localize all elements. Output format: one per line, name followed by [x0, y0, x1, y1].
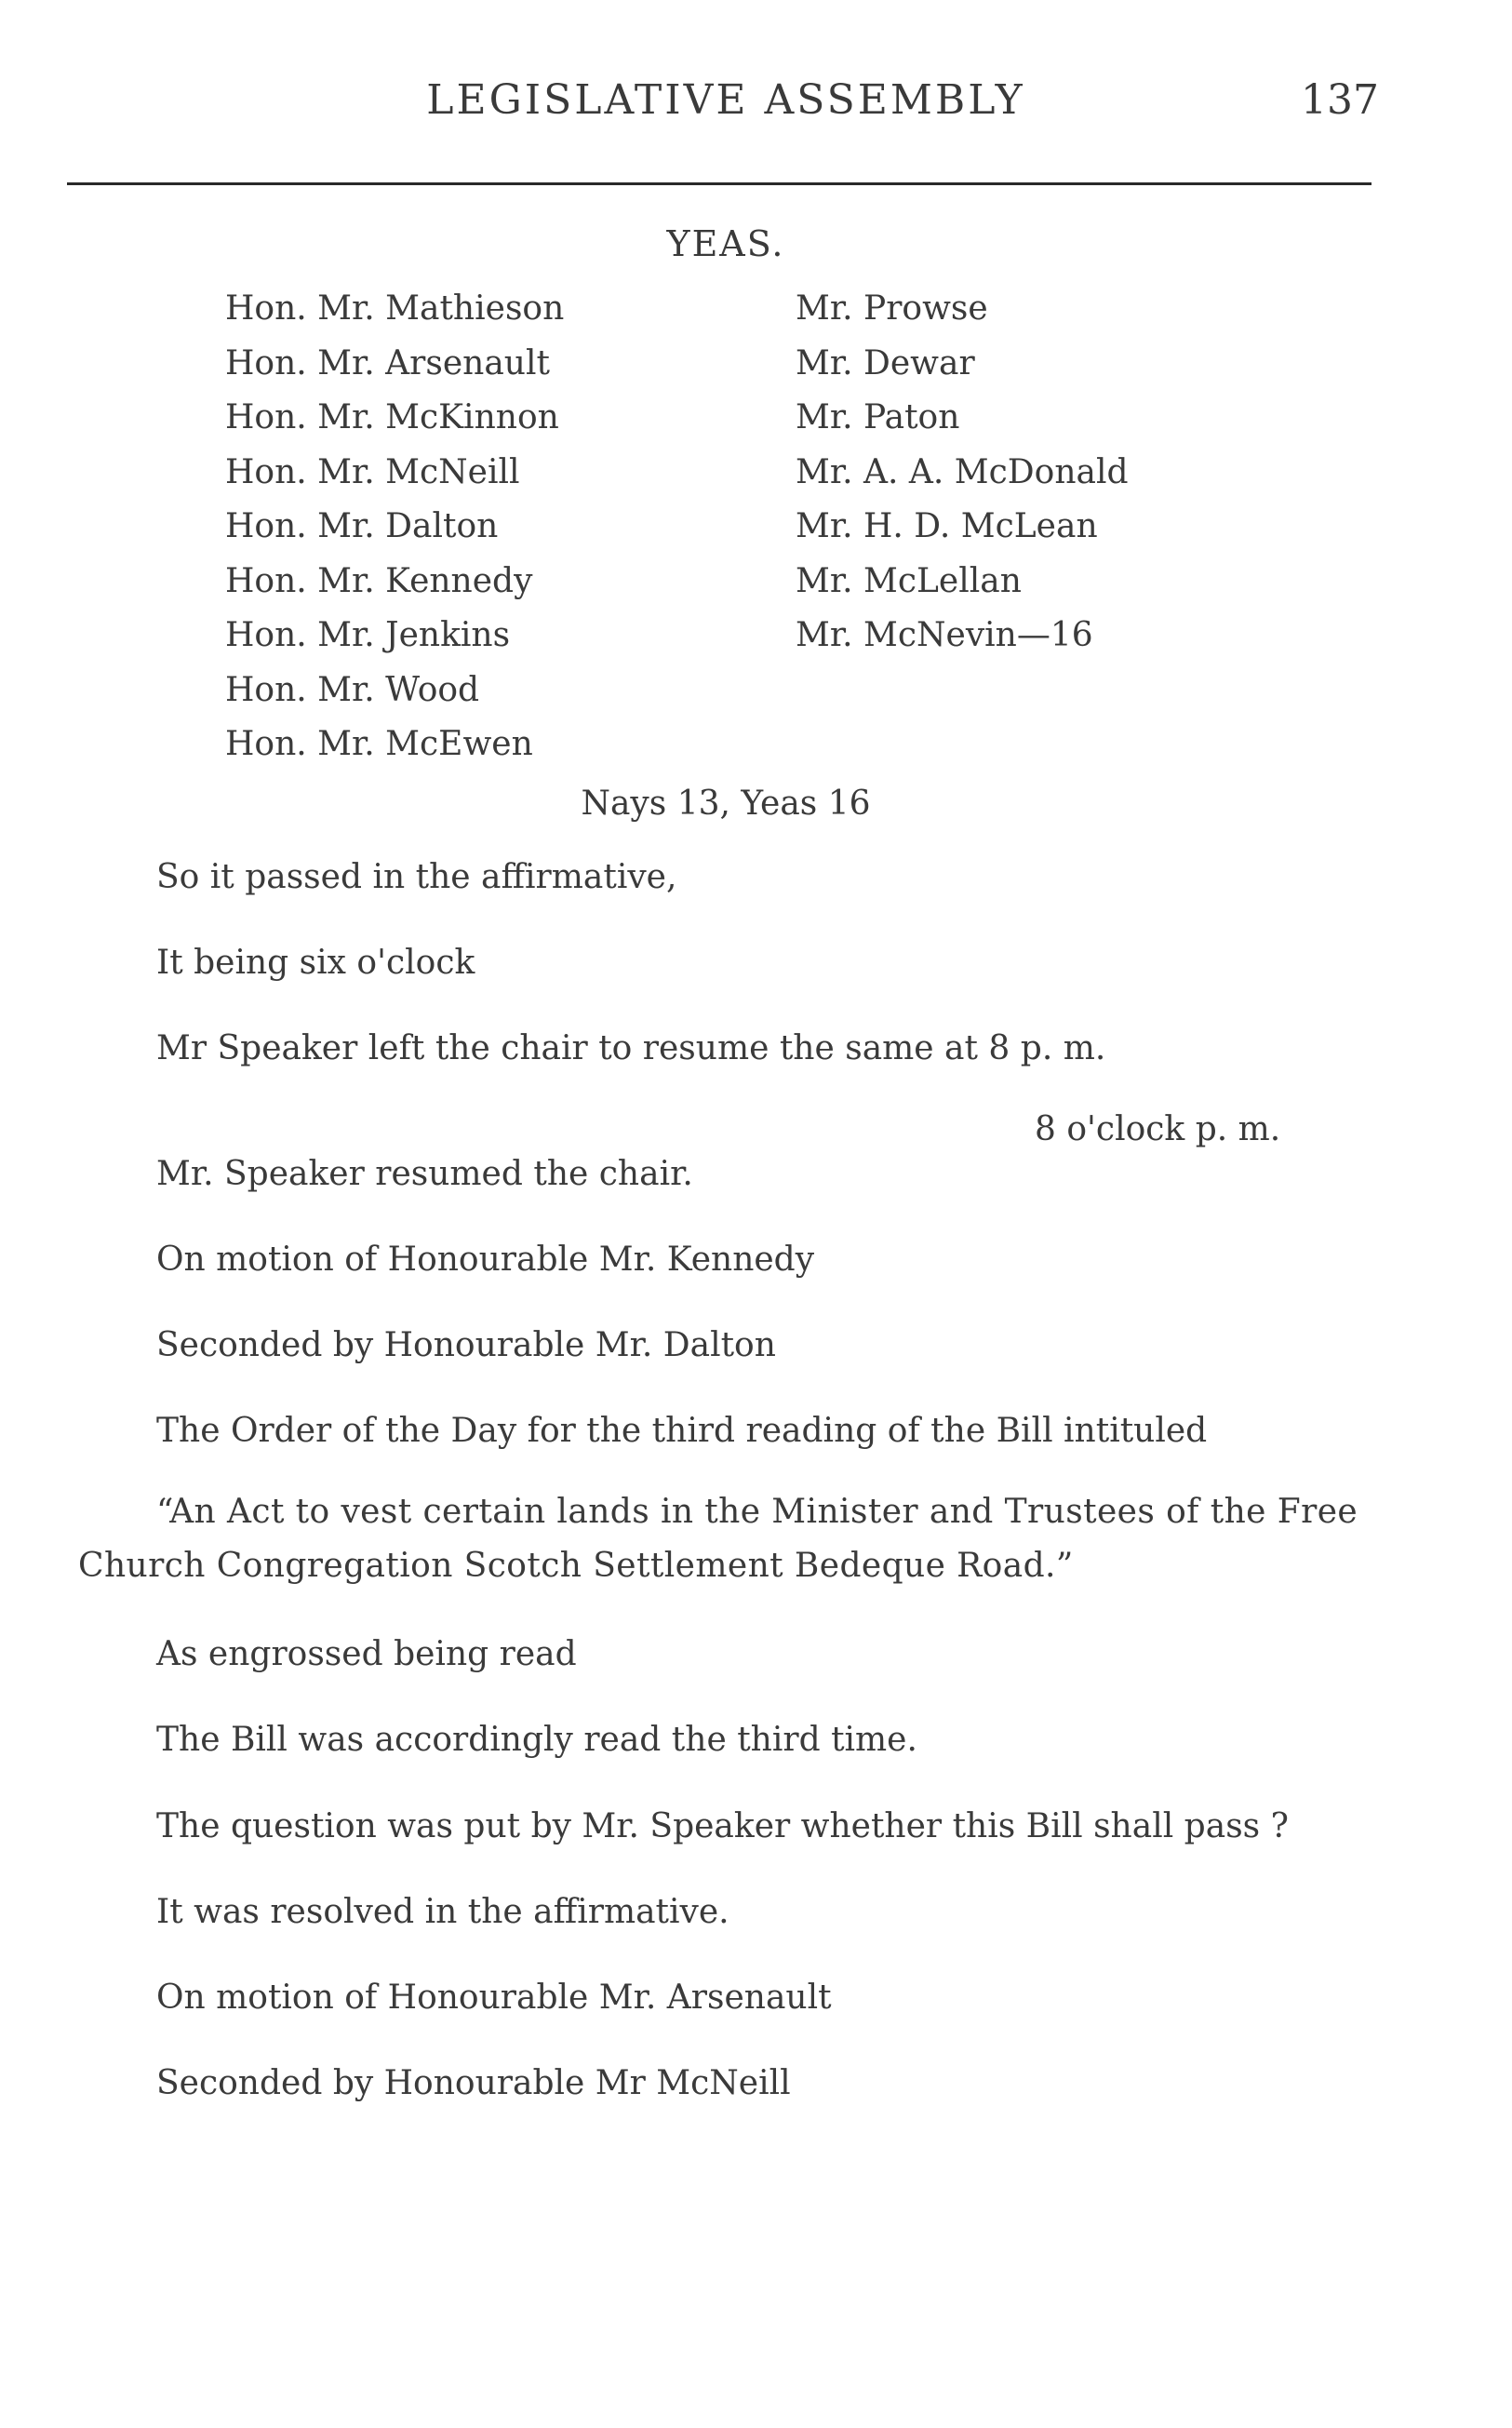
paragraph: So it passed in the affirmative,: [156, 858, 677, 896]
member-name: Mr. McLellan: [796, 561, 1022, 600]
yeas-heading: YEAS.: [666, 223, 785, 264]
bill-title-line: “An Act to vest certain lands in the Minister and Trustees of the Free: [156, 1493, 1358, 1531]
member-name: Mr. A. A. McDonald: [796, 452, 1129, 491]
member-name: Hon. Mr. Dalton: [225, 507, 499, 545]
paragraph: It being six o'clock: [156, 944, 475, 982]
paragraph: Mr. Speaker resumed the chair.: [156, 1155, 693, 1193]
paragraph: Mr Speaker left the chair to resume the same at 8 p. m.: [156, 1029, 1106, 1067]
paragraph: Seconded by Honourable Mr. Dalton: [156, 1326, 776, 1364]
member-name: Mr. Paton: [796, 398, 960, 436]
page-number: 137: [1301, 76, 1379, 124]
paragraph: On motion of Honourable Mr. Arsenault: [156, 1979, 832, 2017]
time-note: 8 o'clock p. m.: [1035, 1110, 1281, 1148]
paragraph: The Order of the Day for the third reading of the Bill intituled: [156, 1412, 1208, 1450]
member-name: Mr. H. D. McLean: [796, 507, 1098, 545]
member-name: Hon. Mr. Mathieson: [225, 289, 565, 328]
member-name: Hon. Mr. Jenkins: [225, 616, 511, 654]
paragraph: The question was put by Mr. Speaker whether this Bill shall pass ?: [156, 1807, 1289, 1845]
member-name: Hon. Mr. McEwen: [225, 725, 533, 763]
paragraph: It was resolved in the affirmative.: [156, 1893, 729, 1931]
paragraph: The Bill was accordingly read the third time.: [156, 1721, 917, 1759]
member-name: Hon. Mr. Wood: [225, 670, 480, 709]
member-name: Hon. Mr. Arsenault: [225, 343, 550, 382]
yeas-left-column: [225, 282, 564, 772]
page-header-title: LEGISLATIVE ASSEMBLY: [426, 76, 1025, 124]
yeas-right-column: [796, 282, 1129, 664]
paragraph: Seconded by Honourable Mr McNeill: [156, 2064, 791, 2102]
member-name: Hon. Mr. Kennedy: [225, 561, 533, 600]
paragraph: On motion of Honourable Mr. Kennedy: [156, 1241, 815, 1279]
bill-title-line: Church Congregation Scotch Settlement Bedeque Road.”: [78, 1547, 1074, 1585]
vote-tally: Nays 13, Yeas 16: [581, 785, 871, 823]
member-name: Hon. Mr. McNeill: [225, 452, 520, 491]
paragraph: As engrossed being read: [156, 1635, 577, 1673]
member-name: Mr. Prowse: [796, 289, 988, 328]
member-name: Mr. Dewar: [796, 343, 975, 382]
header-rule: [67, 182, 1372, 185]
member-name: Mr. McNevin—16: [796, 616, 1093, 654]
member-name: Hon. Mr. McKinnon: [225, 398, 559, 436]
